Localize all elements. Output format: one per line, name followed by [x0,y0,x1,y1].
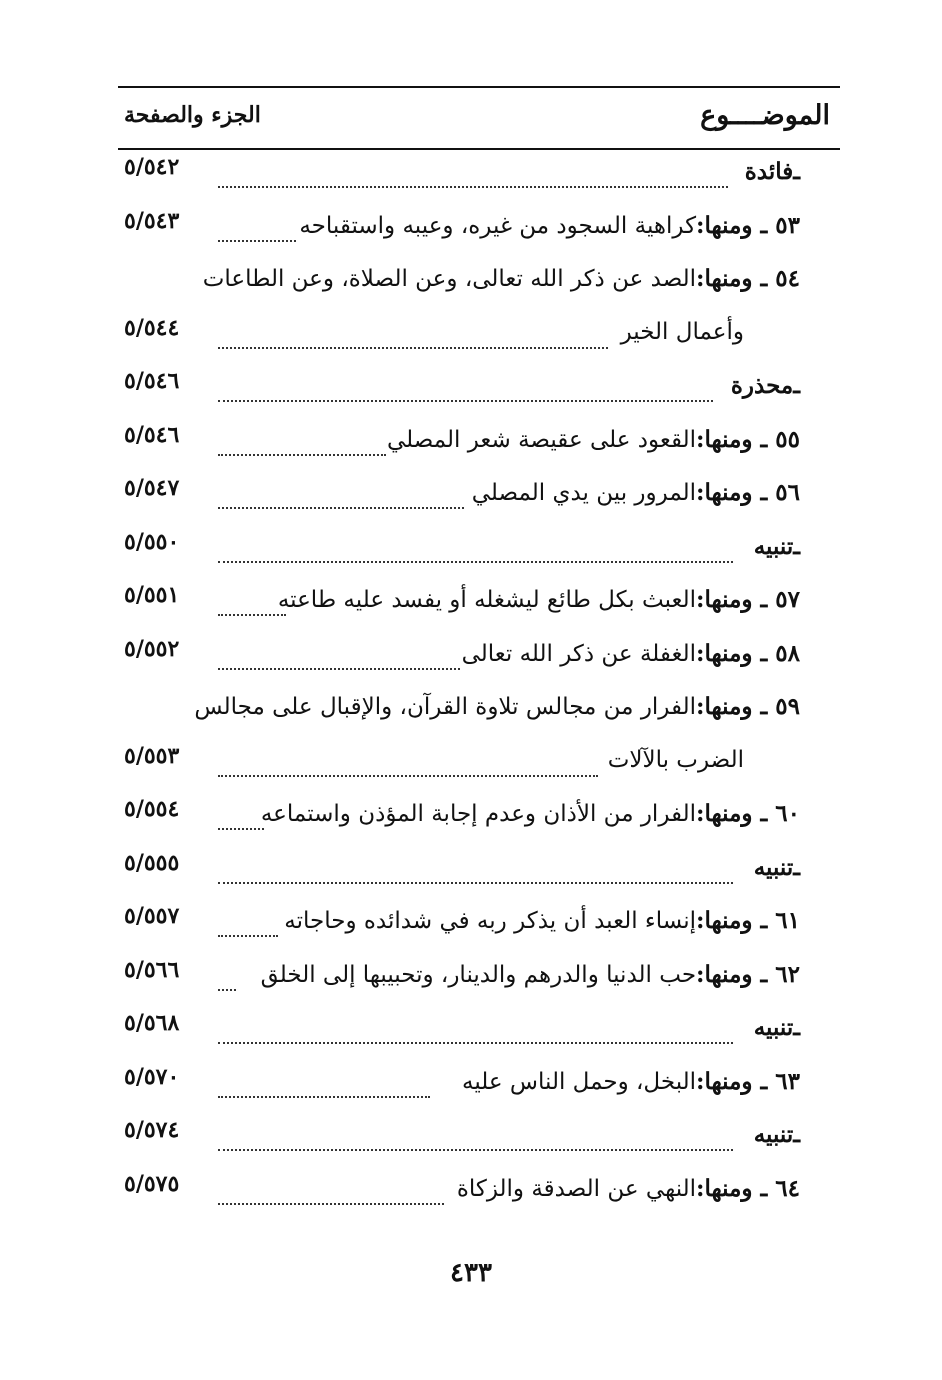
toc-entry-number: ـ [793,853,800,881]
toc-entry [118,525,840,579]
toc-entry-text: الغفلة عن ذكر الله تعالى [461,640,697,667]
toc-entry-title [621,319,744,345]
dot-leader [218,186,728,188]
toc-entry-title [472,479,800,506]
toc-entry [118,739,840,793]
toc-entry-number: ٥٩ ـ ومنها: [696,693,800,720]
topic-column-heading: الموضــــوع [700,100,830,131]
toc-entry-text: كراهية السجود من غيره، وعيبه واستقباحه [299,212,697,239]
toc-entry [118,1006,840,1060]
dot-leader [218,935,278,937]
toc-entry-page: ٥/٥٦٨ [124,1010,180,1036]
toc-entry [118,953,840,1007]
toc-entry-number: ٦٣ ـ ومنها: [696,1067,800,1095]
dot-leader [218,614,286,616]
toc-entry [118,846,840,900]
toc-entry [118,1167,840,1221]
toc-entry-page: ٥/٥٥٠ [124,528,180,555]
toc-entry-title [608,747,744,773]
part-page-column-heading: الجزء والصفحة [124,102,261,128]
toc-entry-number: ٥٧ ـ ومنها: [696,586,800,613]
toc-entry-title [284,907,800,934]
toc-entry-title [754,533,800,560]
toc-entry-number: ٥٨ ـ ومنها: [696,639,800,667]
dot-leader [218,240,296,242]
toc-entry-number: ـ [793,1121,800,1148]
toc-header [118,96,840,144]
dot-leader [218,347,608,349]
toc-entry-page: ٥/٥٥٣ [124,742,180,769]
toc-entry-title [754,1121,800,1148]
toc-entry-title [462,640,800,667]
page-number: ٤٣٣ [450,1258,492,1288]
toc-entry-text: وأعمال الخير [620,318,744,345]
toc-entry-text: إنساء العبد أن يذكر ربه في شدائده وحاجاته [284,908,697,934]
toc-entry-text: البخل، وحمل الناس عليه [462,1068,697,1095]
toc-entry [118,150,840,204]
toc-entry-page: ٥/٥٧٥ [124,1170,180,1197]
toc-entry-number: ٦٠ ـ ومنها: [696,800,800,827]
dot-leader [218,1203,444,1205]
toc-entry-number: ٥٤ ـ ومنها: [696,265,800,292]
toc-entry-text: القعود على عقيصة شعر المصلي [386,426,697,453]
toc-entry-title [387,426,800,453]
toc-entry-page: ٥/٥٤٤ [124,314,180,341]
toc-entry-number: ـ [793,158,800,185]
toc-entry-page: ٥/٥٥١ [124,582,180,608]
toc-entry-page: ٥/٥٤٢ [124,154,180,180]
toc-entry-title [462,1068,800,1095]
dot-leader [218,882,733,884]
toc-entry-number: ٦١ ـ ومنها: [696,907,800,934]
toc-entry [118,418,840,472]
toc-entry-title [299,212,800,239]
toc-entry-title [731,372,800,399]
toc-entry [118,685,840,739]
toc-entry-text: الصد عن ذكر الله تعالى، وعن الصلاة، وعن الطاعات [202,266,697,292]
toc-entry [118,471,840,525]
toc-entry-text: النهي عن الصدقة والزكاة [456,1175,697,1202]
dot-leader [218,828,264,830]
toc-entry [118,632,840,686]
toc-entry-text: تنبيه [753,532,794,560]
dot-leader [218,400,713,402]
toc-entry-text: الفرار من مجالس تلاوة القرآن، والإقبال على مجالس [194,694,697,720]
dot-leader [218,668,460,670]
toc-entry-title [754,854,800,881]
toc-entry-title [194,693,800,720]
toc-entry-number: ـ [793,532,800,560]
toc-entry-text: حب الدنيا والدرهم والدينار، وتحبيبها إلى الخلق [260,961,697,988]
toc-entry-number: ٥٥ ـ ومنها: [696,425,800,453]
toc-entry-number: ٥٦ ـ ومنها: [696,479,800,506]
toc-entry-text: فائدة [744,158,794,185]
toc-entry-text: محذرة [730,372,794,399]
toc-entry-title [261,961,800,988]
toc-entry-number: ٥٣ ـ ومنها: [696,211,800,239]
toc-entry-page: ٥/٥٧٤ [124,1117,180,1143]
toc-entry-text: المرور بين يدي المصلي [471,480,697,506]
toc-entry-title [203,265,800,292]
toc-entry-number: ٦٤ ـ ومنها: [696,1174,800,1202]
toc-entry-page: ٥/٥٤٣ [124,207,180,234]
toc-entry [118,899,840,953]
toc-entry-text: العبث بكل طائع ليشغله أو يفسد عليه طاعته [277,587,697,613]
dot-leader [218,989,236,991]
toc-entry [118,1113,840,1167]
table-of-contents [118,150,840,1220]
toc-entry-text: تنبيه [753,1121,794,1148]
toc-entry-page: ٥/٥٥٥ [124,849,180,876]
toc-entry-title [754,1014,800,1041]
toc-entry-title [261,800,800,827]
toc-entry [118,792,840,846]
toc-entry-text: الضرب بالآلات [607,746,744,773]
toc-entry-page: ٥/٥٦٦ [124,956,180,983]
toc-entry [118,1060,840,1114]
toc-entry [118,578,840,632]
header-top-rule [118,86,840,88]
toc-entry-title [745,158,800,185]
toc-entry-text: تنبيه [753,1014,794,1041]
toc-entry-title [278,586,800,613]
toc-entry-text: الفرار من الأذان وعدم إجابة المؤذن واستماعه [260,801,697,827]
dot-leader [218,507,464,509]
toc-entry [118,311,840,365]
toc-entry [118,364,840,418]
toc-entry-page: ٥/٥٥٢ [124,635,180,662]
toc-entry-page: ٥/٥٤٦ [124,421,180,448]
dot-leader [218,1149,733,1151]
toc-entry [118,257,840,311]
toc-entry-page: ٥/٥٤٧ [124,475,180,501]
toc-entry-title [457,1175,800,1202]
toc-entry [118,204,840,258]
toc-entry-page: ٥/٥٧٠ [124,1063,180,1090]
dot-leader [218,775,598,777]
dot-leader [218,1042,733,1044]
toc-entry-text: تنبيه [753,853,794,881]
toc-entry-number: ـ [793,372,800,399]
toc-entry-page: ٥/٥٤٦ [124,368,180,394]
dot-leader [218,1096,430,1098]
dot-leader [218,561,733,563]
dot-leader [218,454,386,456]
toc-entry-number: ٦٢ ـ ومنها: [696,960,800,988]
toc-entry-page: ٥/٥٥٧ [124,903,180,929]
toc-entry-page: ٥/٥٥٤ [124,796,180,822]
toc-entry-number: ـ [793,1014,800,1041]
